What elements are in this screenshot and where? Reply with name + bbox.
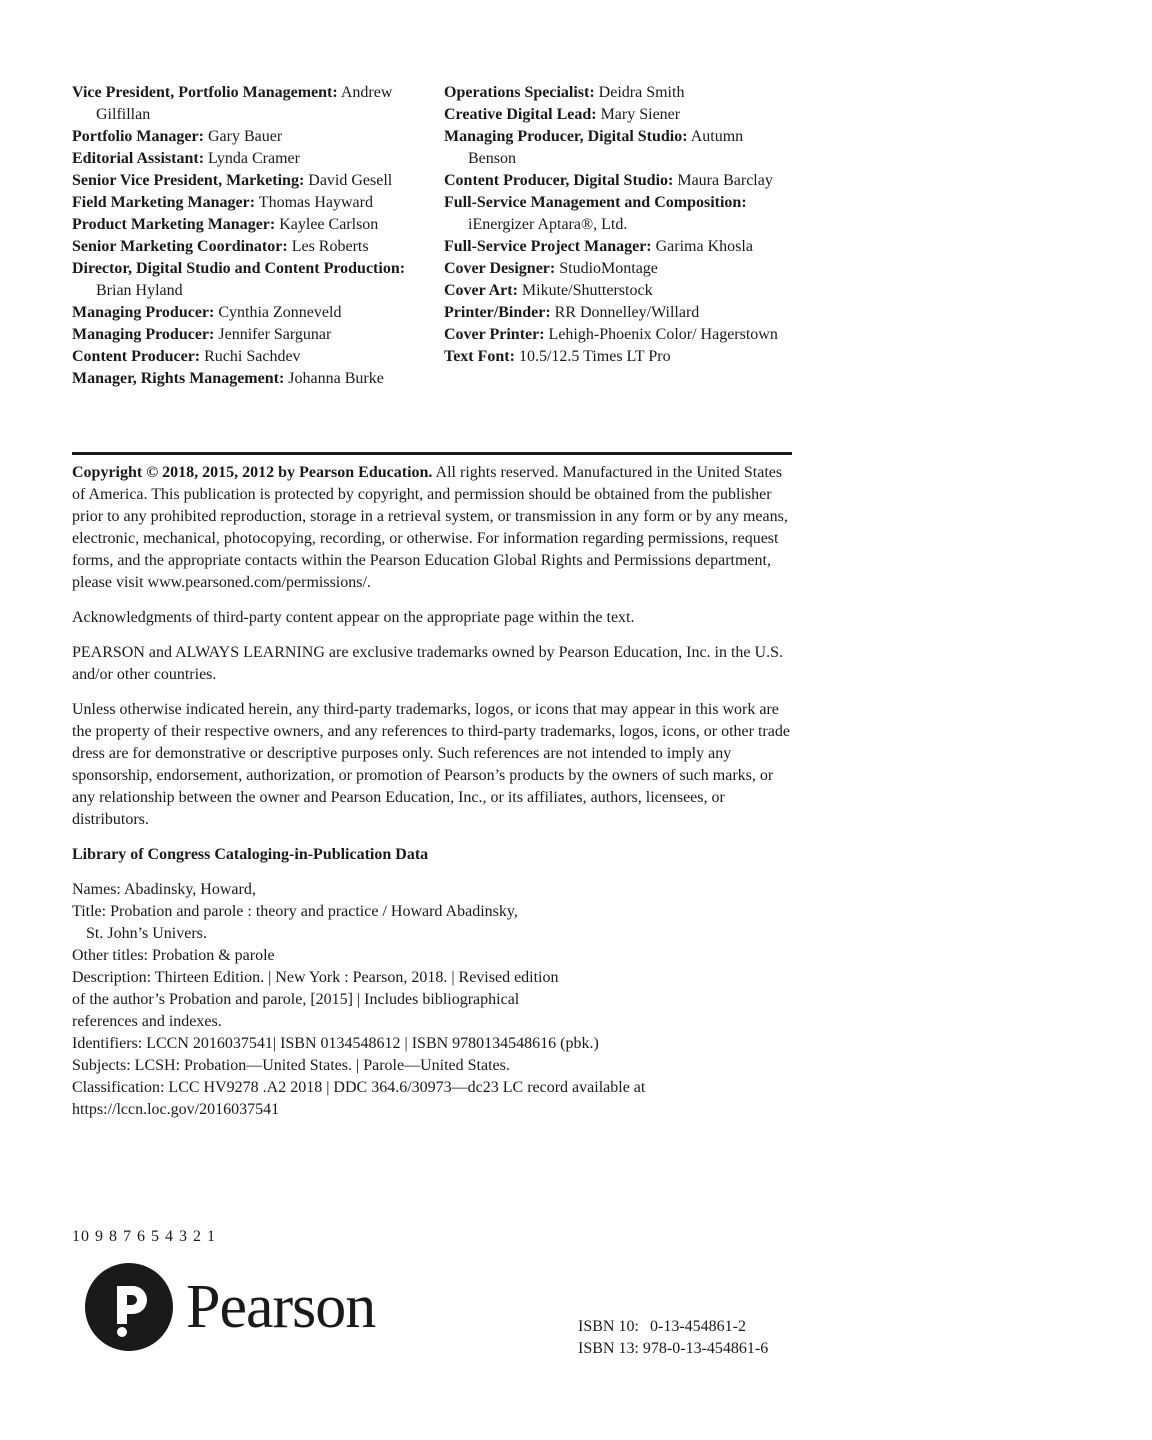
credit-entry: Managing Producer: Cynthia Zonneveld: [72, 304, 342, 321]
credit-entry: Cover Art: Mikute/Shutterstock: [444, 282, 653, 299]
pearson-wordmark: Pearson: [186, 1272, 376, 1341]
print-line: 10 9 8 7 6 5 4 3 2 1: [72, 1228, 216, 1245]
cip-line: St. John’s Univers.: [86, 925, 207, 942]
credits-section: [72, 82, 792, 390]
section-divider: [72, 452, 792, 455]
pearson-logo: [84, 1262, 375, 1352]
credit-entry: Director, Digital Studio and Content Production: Brian Hyland: [72, 260, 406, 299]
acknowledgments-paragraph: Acknowledgments of third-party content appear on the appropriate page within the text.: [72, 609, 635, 626]
credit-entry: Cover Printer: Lehigh-Phoenix Color/ Hagerstown: [444, 326, 778, 343]
credit-entry: Content Producer, Digital Studio: Maura Barclay: [444, 172, 773, 189]
credit-entry: Senior Vice President, Marketing: David Gesell: [72, 172, 393, 189]
credit-entry: Full-Service Project Manager: Garima Khosla: [444, 238, 753, 255]
credit-entry: Content Producer: Ruchi Sachdev: [72, 348, 301, 365]
credit-entry: Text Font: 10.5/12.5 Times LT Pro: [444, 348, 671, 365]
credit-entry: Portfolio Manager: Gary Bauer: [72, 128, 283, 145]
isbn13-label: ISBN 13:: [578, 1340, 639, 1357]
credit-entry: Manager, Rights Management: Johanna Burke: [72, 370, 384, 387]
isbn10-value: 0-13-454861-2: [650, 1318, 746, 1335]
isbn13-value: 978-0-13-454861-6: [642, 1340, 769, 1357]
legal-text: [72, 462, 794, 1121]
isbn10-label: ISBN 10:: [578, 1318, 639, 1335]
cip-line: Title: Probation and parole : theory and practice / Howard Abadinsky,: [72, 903, 518, 920]
cip-line: references and indexes.: [72, 1013, 222, 1030]
credit-entry: Vice President, Portfolio Management: Andrew Gilfillan: [72, 84, 393, 123]
credit-entry: Product Marketing Manager: Kaylee Carlson: [72, 216, 379, 233]
credit-entry: Managing Producer, Digital Studio: Autumn Benson: [444, 128, 744, 167]
credit-entry: Creative Digital Lead: Mary Siener: [444, 106, 681, 123]
credit-entry: Managing Producer: Jennifer Sargunar: [72, 326, 332, 343]
copyright-paragraph: Copyright © 2018, 2015, 2012 by Pearson Education. All rights reserved. Manufactured in the United States of America. This publication is protected by copyright, and permission should be obtained from the publisher prior to any prohibited reproduction, storage in a retrieval system, or transmission in any form or by any means, electronic, mechanical, photocopying, recording, or otherwise. For information regarding permissions, request forms, and the appropriate contacts within the Pearson Education Global Rights and Permissions department, please visit www.pearsoned.com/permissions/.: [72, 464, 788, 591]
credit-entry: Cover Designer: StudioMontage: [444, 260, 658, 277]
trademarks-paragraph: PEARSON and ALWAYS LEARNING are exclusive trademarks owned by Pearson Education, Inc. in the U.S. and/or other countries.: [72, 644, 783, 683]
credits-right-column: [444, 82, 792, 390]
cip-line: Subjects: LCSH: Probation—United States. | Parole—United States.: [72, 1057, 510, 1074]
credit-entry: Full-Service Management and Composition: iEnergizer Aptara®, Ltd.: [444, 194, 747, 233]
cip-line: Description: Thirteen Edition. | New York : Pearson, 2018. | Revised edition: [72, 969, 559, 986]
cip-line: https://lccn.loc.gov/2016037541: [72, 1101, 280, 1118]
credits-left-column: [72, 82, 444, 390]
credit-entry: Editorial Assistant: Lynda Cramer: [72, 150, 300, 167]
cip-line: of the author’s Probation and parole, [2015] | Includes bibliographical: [72, 991, 520, 1008]
credit-entry: Field Marketing Manager: Thomas Hayward: [72, 194, 373, 211]
third-party-paragraph: Unless otherwise indicated herein, any third-party trademarks, logos, or icons that may appear in this work are the property of their respective owners, and any references to third-party trademarks, logos, icons, or other trade dress are for demonstrative or descriptive purposes only. Such references are not intended to imply any sponsorship, endorsement, authorization, or promotion of Pearson’s products by the owners of such marks, or any relationship between the owner and Pearson Education, Inc., or its affiliates, authors, licensees, or distributors.: [72, 701, 790, 828]
credit-entry: Senior Marketing Coordinator: Les Roberts: [72, 238, 369, 255]
pearson-p-icon: [84, 1262, 174, 1352]
cip-line: Other titles: Probation & parole: [72, 947, 275, 964]
cip-line: Names: Abadinsky, Howard,: [72, 881, 256, 898]
credit-entry: Printer/Binder: RR Donnelley/Willard: [444, 304, 700, 321]
credit-entry: Operations Specialist: Deidra Smith: [444, 84, 685, 101]
cip-line: Classification: LCC HV9278 .A2 2018 | DDC 364.6/30973—dc23 LC record available at: [72, 1079, 646, 1096]
isbn-block: [578, 1316, 768, 1360]
cip-line: Identifiers: LCCN 2016037541| ISBN 0134548612 | ISBN 9780134548616 (pbk.): [72, 1035, 599, 1052]
cip-block: [72, 879, 794, 1121]
cip-heading: Library of Congress Cataloging-in-Publication Data: [72, 846, 429, 863]
